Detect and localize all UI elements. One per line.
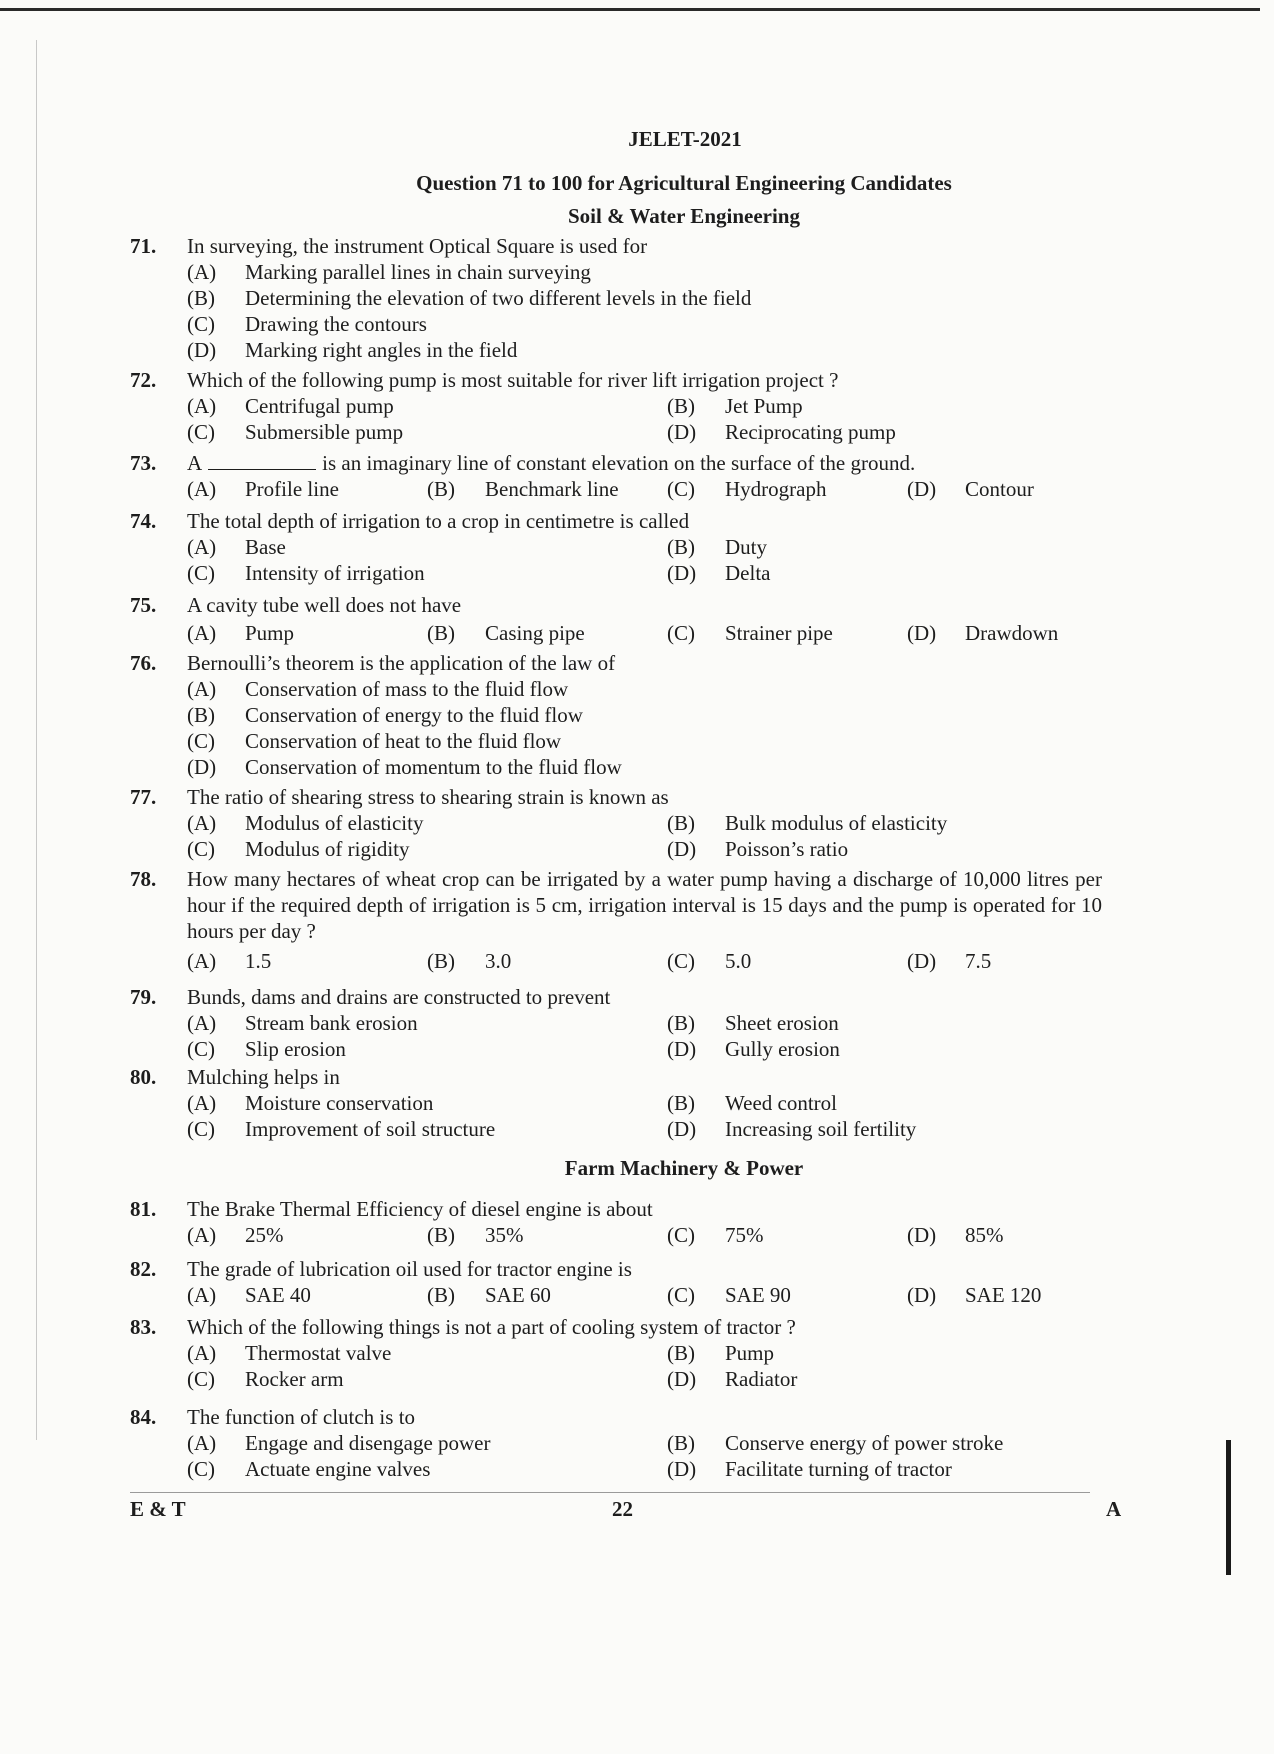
right-margin-mark [1226,1440,1231,1575]
question-text: Bunds, dams and drains are constructed to prevent [187,985,611,1009]
question-number: 79. [130,985,157,1009]
section-title: Question 71 to 100 for Agricultural Engineering Candidates [416,171,952,195]
question-text: Bernoulli’s theorem is the application of the law of [187,651,616,675]
footer-subject-code: E & T [130,1497,186,1521]
option-b: (B) Benchmark line [427,477,619,501]
option-c: (C) 5.0 [667,949,752,973]
option-d: (D) Poisson’s ratio [667,837,849,861]
option-b: (B) 3.0 [427,949,512,973]
option-b: (B) Conserve energy of power stroke [667,1431,1004,1455]
question-text: The Brake Thermal Efficiency of diesel engine is about [187,1197,653,1221]
question-text: Mulching helps in [187,1065,340,1089]
option-d: (D) Radiator [667,1367,798,1391]
subsection-title: Soil & Water Engineering [568,204,800,228]
question-text: In surveying, the instrument Optical Square is used for [187,234,648,258]
question-text: The grade of lubrication oil used for tractor engine is [187,1257,632,1281]
option-b: (B) Jet Pump [667,394,803,418]
option-c: (C) Hydrograph [667,477,827,501]
option-a: (A) Marking parallel lines in chain surveying [187,260,591,284]
option-b: (B) Casing pipe [427,621,585,645]
option-d: (D) Reciprocating pump [667,420,896,444]
option-c: (C) Intensity of irrigation [187,561,425,585]
option-c: (C) Improvement of soil structure [187,1117,496,1141]
option-a: (A) Conservation of mass to the fluid flow [187,677,569,701]
question-text: Which of the following pump is most suitable for river lift irrigation project ? [187,368,839,392]
question-text: The function of clutch is to [187,1405,416,1429]
question-number: 80. [130,1065,157,1089]
option-d: (D) Drawdown [907,621,1059,645]
option-b: (B) Bulk modulus of elasticity [667,811,948,835]
left-scan-edge [36,40,37,1440]
option-c: (C) Drawing the contours [187,312,427,336]
question-number: 71. [130,234,157,258]
top-rule [0,8,1260,11]
question-number: 84. [130,1405,157,1429]
question-text: A cavity tube well does not have [187,593,462,617]
question-text: A is an imaginary line of constant elevation on the surface of the ground. [187,451,916,475]
option-c: (C) Rocker arm [187,1367,344,1391]
option-d: (D) SAE 120 [907,1283,1042,1307]
question-text: How many hectares of wheat crop can be irrigated by a water pump having a discharge of 10,000 litres per hour if the required depth of irrigation is 5 cm, irrigation interval is 15 days and the pump is operated for 10 hours per day ? [187,867,1102,943]
option-d: (D) 7.5 [907,949,992,973]
option-a: (A) Profile line [187,477,339,501]
option-b: (B) SAE 60 [427,1283,551,1307]
subsection-title: Farm Machinery & Power [564,1156,804,1180]
option-b: (B) Pump [667,1341,775,1365]
option-a: (A) Stream bank erosion [187,1011,418,1035]
option-a: (A) Engage and disengage power [187,1431,491,1455]
option-c: (C) 75% [667,1223,764,1247]
question-number: 76. [130,651,157,675]
option-a: (A) Thermostat valve [187,1341,392,1365]
option-d: (D) Facilitate turning of tractor [667,1457,952,1481]
option-d: (D) Delta [667,561,771,585]
question-number: 83. [130,1315,157,1339]
question-number: 73. [130,451,157,475]
question-number: 78. [130,867,157,891]
option-d: (D) Gully erosion [667,1037,840,1061]
option-c: (C) Modulus of rigidity [187,837,410,861]
option-c: (C) Slip erosion [187,1037,346,1061]
option-b: (B) Sheet erosion [667,1011,839,1035]
option-a: (A) 1.5 [187,949,272,973]
option-a: (A) Base [187,535,286,559]
option-b: (B) Duty [667,535,767,559]
option-d: (D) Increasing soil fertility [667,1117,917,1141]
option-b: (B) Conservation of energy to the fluid flow [187,703,583,727]
question-text: The total depth of irrigation to a crop in centimetre is called [187,509,690,533]
option-a: (A) Moisture conservation [187,1091,434,1115]
option-a: (A) Modulus of elasticity [187,811,424,835]
option-d: (D) Contour [907,477,1034,501]
footer-rule [130,1492,1090,1493]
exam-code: JELET-2021 [628,127,742,151]
question-number: 72. [130,368,157,392]
question-number: 77. [130,785,157,809]
question-text: Which of the following things is not a part of cooling system of tractor ? [187,1315,796,1339]
page-number: 22 [612,1497,633,1521]
question-set: A [1106,1497,1122,1521]
question-text: The ratio of shearing stress to shearing strain is known as [187,785,669,809]
question-number: 81. [130,1197,157,1221]
option-b: (B) Determining the elevation of two different levels in the field [187,286,752,310]
answer-blank [208,451,316,470]
option-b: (B) 35% [427,1223,524,1247]
question-number: 74. [130,509,157,533]
option-a: (A) Centrifugal pump [187,394,394,418]
option-a: (A) Pump [187,621,295,645]
option-d: (D) Conservation of momentum to the fluid flow [187,755,622,779]
option-c: (C) Actuate engine valves [187,1457,431,1481]
option-a: (A) 25% [187,1223,284,1247]
option-a: (A) SAE 40 [187,1283,311,1307]
option-c: (C) Conservation of heat to the fluid flow [187,729,562,753]
option-d: (D) 85% [907,1223,1004,1247]
option-d: (D) Marking right angles in the field [187,338,518,362]
question-number: 75. [130,593,157,617]
option-c: (C) Strainer pipe [667,621,833,645]
question-number: 82. [130,1257,157,1281]
option-b: (B) Weed control [667,1091,838,1115]
option-c: (C) SAE 90 [667,1283,791,1307]
option-c: (C) Submersible pump [187,420,404,444]
